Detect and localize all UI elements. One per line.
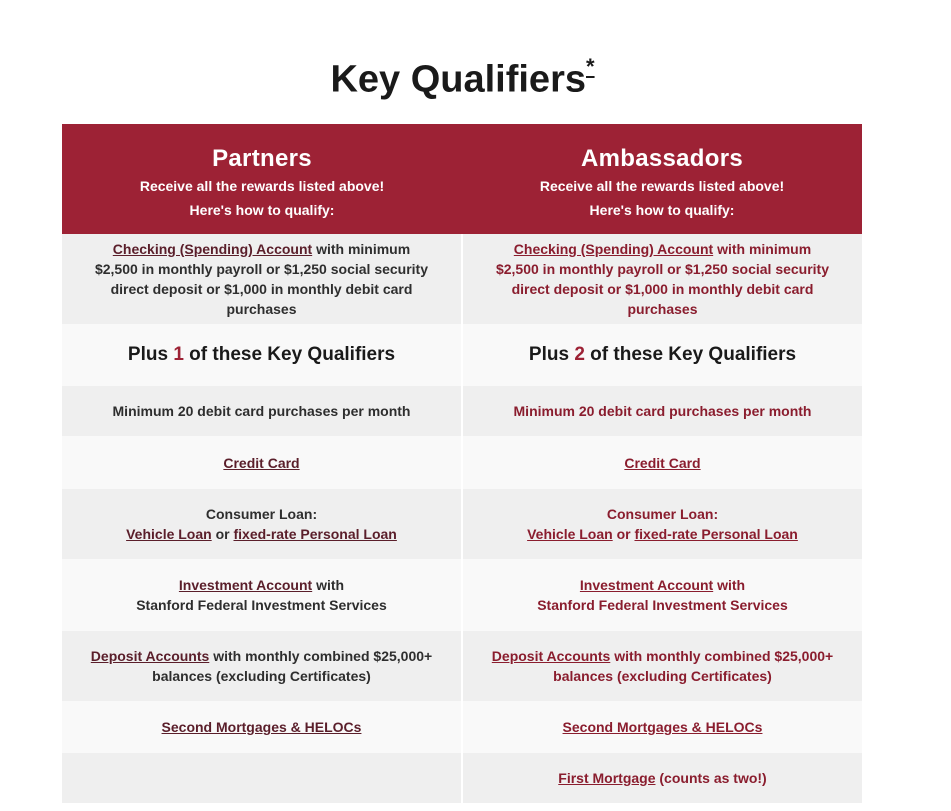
page-title-text: Key Qualifiers xyxy=(330,58,586,101)
partners-title: Partners xyxy=(212,145,312,172)
credit-card-link[interactable]: Credit Card xyxy=(223,454,300,471)
ambassadors-subtitle-2: Here's how to qualify: xyxy=(589,202,735,218)
partners-subtitle-2: Here's how to qualify: xyxy=(189,202,335,218)
partners-plus-heading: Plus 1 of these Key Qualifiers xyxy=(62,324,462,386)
consumer-loan-label: Consumer Loan: xyxy=(205,506,318,522)
heloc-link[interactable]: Second Mortgages & HELOCs xyxy=(161,719,362,735)
ambassadors-credit-cell xyxy=(462,436,862,489)
ambassadors-deposit-cell: Deposit Accounts with monthly combined $25,000+ balances (excluding Certificates) xyxy=(462,631,862,701)
ambassadors-title: Ambassadors xyxy=(580,145,744,172)
partners-empty-cell xyxy=(62,753,462,803)
investment-account-link[interactable]: Investment Account xyxy=(579,577,714,593)
consumer-loan-label: Consumer Loan: xyxy=(606,506,719,522)
partners-header xyxy=(62,124,462,234)
ambassadors-header xyxy=(462,124,862,234)
partners-checking-cell: Checking (Spending) Account with minimum $2,500 in monthly payroll or $1,250 social security direct deposit or $1,000 in monthly debit card purchases xyxy=(62,234,462,324)
investment-account-link[interactable]: Investment Account xyxy=(178,577,313,593)
ambassadors-subtitle-1: Receive all the rewards listed above! xyxy=(539,178,785,194)
credit-card-link[interactable]: Credit Card xyxy=(624,454,701,471)
page-title xyxy=(0,54,925,102)
ambassadors-heloc-cell xyxy=(462,701,862,753)
ambassadors-investment-cell: Investment Account with Stanford Federal Investment Services xyxy=(462,559,862,631)
vehicle-loan-link[interactable]: Vehicle Loan xyxy=(527,526,613,542)
personal-loan-link[interactable]: fixed-rate Personal Loan xyxy=(233,526,397,542)
qualifier-count: 1 xyxy=(173,344,184,365)
personal-loan-link[interactable]: fixed-rate Personal Loan xyxy=(634,526,798,542)
partners-debit-cell: Minimum 20 debit card purchases per month xyxy=(62,386,462,436)
ambassadors-loan-cell: Consumer Loan: Vehicle Loan or fixed-rate Personal Loan xyxy=(462,489,862,559)
vehicle-loan-link[interactable]: Vehicle Loan xyxy=(126,526,212,542)
checking-account-link[interactable]: Checking (Spending) Account xyxy=(112,241,313,257)
deposit-accounts-link[interactable]: Deposit Accounts xyxy=(491,648,611,664)
ambassadors-mortgage-cell: First Mortgage (counts as two!) xyxy=(462,753,862,803)
partners-credit-cell xyxy=(62,436,462,489)
partners-heloc-cell xyxy=(62,701,462,753)
partners-loan-cell: Consumer Loan: Vehicle Loan or fixed-rate Personal Loan xyxy=(62,489,462,559)
ambassadors-plus-heading: Plus 2 of these Key Qualifiers xyxy=(462,324,862,386)
qualifier-count: 2 xyxy=(574,344,585,365)
qualifiers-table xyxy=(62,124,862,803)
deposit-accounts-link[interactable]: Deposit Accounts xyxy=(90,648,210,664)
ambassadors-debit-cell: Minimum 20 debit card purchases per month xyxy=(462,386,862,436)
heloc-link[interactable]: Second Mortgages & HELOCs xyxy=(562,719,763,735)
first-mortgage-link[interactable]: First Mortgage xyxy=(558,770,656,786)
ambassadors-checking-cell: Checking (Spending) Account with minimum $2,500 in monthly payroll or $1,250 social security direct deposit or $1,000 in monthly debit card purchases xyxy=(462,234,862,324)
partners-deposit-cell: Deposit Accounts with monthly combined $25,000+ balances (excluding Certificates) xyxy=(62,631,462,701)
footnote-marker[interactable]: * xyxy=(586,54,595,79)
partners-investment-cell: Investment Account with Stanford Federal Investment Services xyxy=(62,559,462,631)
partners-subtitle-1: Receive all the rewards listed above! xyxy=(139,178,385,194)
checking-account-link[interactable]: Checking (Spending) Account xyxy=(513,241,714,257)
